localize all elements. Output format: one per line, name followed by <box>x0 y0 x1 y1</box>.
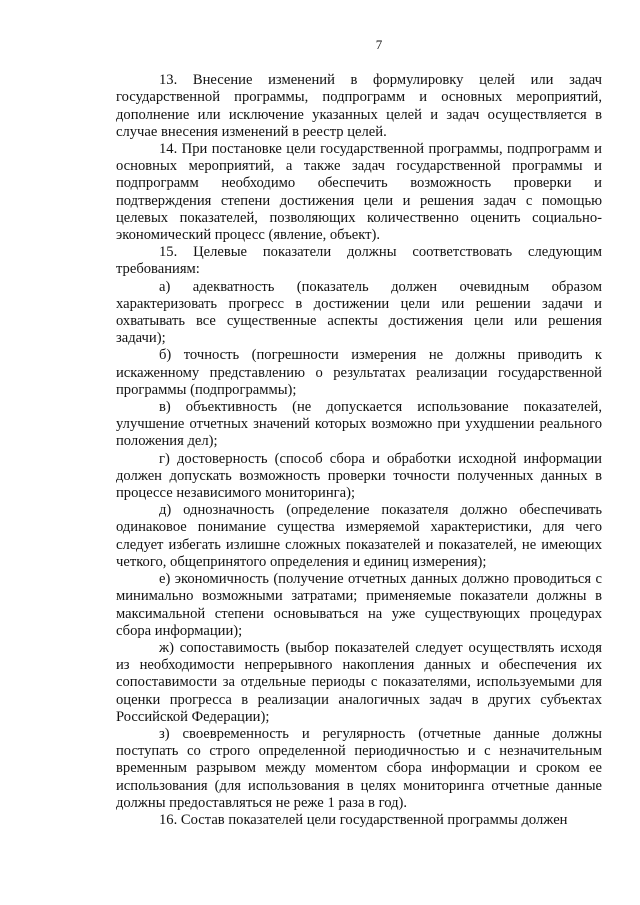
item-a-adequacy: а) адекватность (показатель должен очевидным образом характеризовать прогресс в достижении цели или решении задачи и охватывать все существенные аспекты достижения цели или решения задачи); <box>116 278 602 347</box>
paragraph-14: 14. При постановке цели государственной программы, подпрограмм и основных мероприятий, а также задач государственной программы и подпрограмм необходимо обеспечить возможность проверки и подтверждения степени достижения цели и решения задач с помощью целевых показателей, позволяющих количественно оценить социально-экономический процесс (явление, объект). <box>116 141 602 244</box>
item-v-objectivity: в) объективность (не допускается использование показателей, улучшение отчетных значений которых возможно при ухудшении реального положения дел); <box>116 399 602 450</box>
paragraph-15: 15. Целевые показатели должны соответствовать следующим требованиям: <box>116 244 602 278</box>
item-g-reliability: г) достоверность (способ сбора и обработки исходной информации должен допускать возможность проверки точности полученных данных в процессе независимого мониторинга); <box>116 450 602 502</box>
page-number: 7 <box>375 37 383 52</box>
paragraph-13: 13. Внесение изменений в формулировку целей или задач государственной программы, подпрограмм и основных мероприятий, дополнение или исключение указанных целей и задач осуществляется в случае внесения изменений в реестр целей. <box>116 72 602 140</box>
item-d-unambiguity: д) однозначность (определение показателя должно обеспечивать одинаковое понимание существа измеряемой характеристики, для чего следует избегать излишне сложных показателей и показателей, не имеющих четкого, общепринятого определения и единиц измерения); <box>116 502 602 570</box>
item-zh-comparability: ж) сопоставимость (выбор показателей следует осуществлять исходя из необходимости непрерывного накопления данных и обеспечения их сопоставимости за отдельные периоды с показателями, используемыми для оценки прогресса в реализации аналогичных задач в других субъектах Российской Федерации); <box>116 639 602 725</box>
item-z-timeliness: з) своевременность и регулярность (отчетные данные должны поступать со строго определенной периодичностью и с незначительным временным разрывом между моментом сбора информации и сроком ее использования (для использования в целях мониторинга отчетные данные должны предоставляться не реже 1 раза в год). <box>116 725 602 811</box>
paragraph-16: 16. Состав показателей цели государственной программы должен <box>159 811 568 828</box>
item-e-economy: е) экономичность (получение отчетных данных должно проводиться с минимально возможными затратами; применяемые показатели должны в максимальной степени основываться на уже существующих процедурах сбора информации); <box>116 571 602 639</box>
item-b-accuracy: б) точность (погрешности измерения не должны приводить к искаженному представлению о результатах реализации государственной программы (подпрограммы); <box>116 347 602 398</box>
